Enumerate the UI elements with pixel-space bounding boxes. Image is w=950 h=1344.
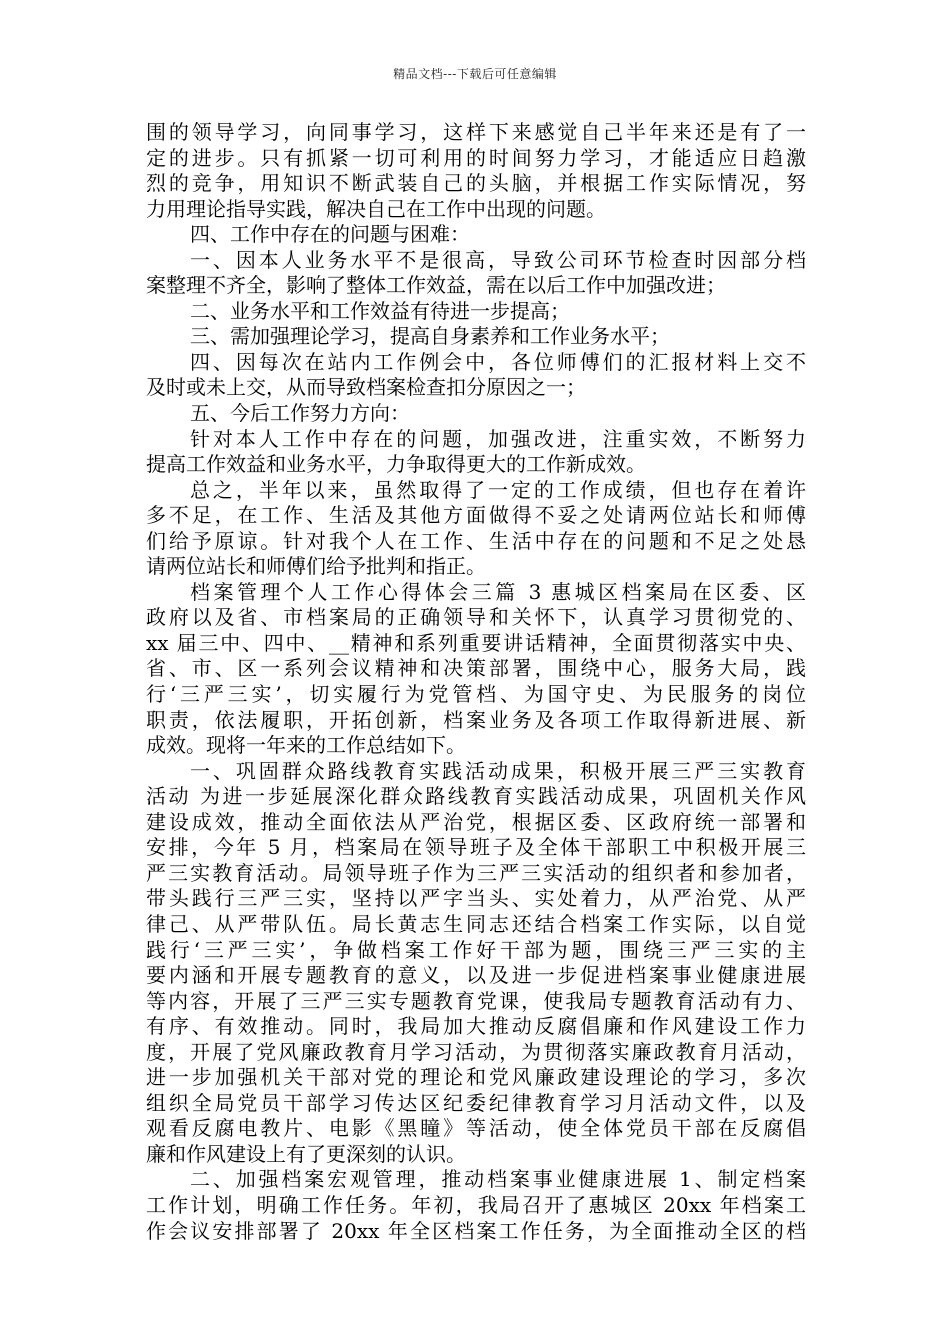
text-line: 要内涵和开展专题教育的意义，以及进一步促进档案事业健康进展 [146,963,806,988]
text-line: 观看反腐电教片、电影《黑瞳》等活动，使全体党员干部在反腐倡 [146,1116,806,1141]
paragraph [146,580,806,759]
text-line: 带头践行三严三实，坚持以严字当头、实处着力，从严治党、从严 [146,886,806,911]
text-line: 案整理不齐全，影响了整体工作效益，需在以后工作中加强改进； [146,273,726,298]
text-line: 严三实教育活动。局领导班子作为三严三实活动的组织者和参加者， [146,860,806,885]
text-line: 烈的竞争，用知识不断武装自己的头脑，并根据工作实际情况，努 [146,171,806,196]
text-line: 力用理论指导实践，解决自己在工作中出现的问题。 [146,196,606,221]
paragraph [146,299,806,325]
text-line: 践行‘三严三实’，争做档案工作好干部为题，围绕三严三实的主 [146,937,806,962]
text-line: 进一步加强机关干部对党的理论和党风廉政建设理论的学习，多次 [146,1065,806,1090]
text-line: 行‘三严三实’，切实履行为党管档、为国守史、为民服务的岗位 [146,682,806,707]
paragraph [146,401,806,427]
text-line: 定的进步。只有抓紧一切可利用的时间努力学习，才能适应日趋激 [146,145,806,170]
paragraph [146,427,806,478]
paragraph [146,324,806,350]
paragraph [146,759,806,1168]
text-line: 二、业务水平和工作效益有待进一步提高； [190,298,570,323]
text-line: 四、因每次在站内工作例会中，各位师傅们的汇报材料上交不 [190,349,806,374]
text-line: 有序、有效推动。同时，我局加大推动反腐倡廉和作风建设工作力 [146,1014,806,1039]
paragraph [146,350,806,401]
text-line: 五、今后工作努力方向： [190,401,410,426]
text-line: 廉和作风建设上有了更深刻的认识。 [146,1141,466,1166]
text-line: 针对本人工作中存在的问题，加强改进，注重实效，不断努力 [190,426,806,451]
text-line: 们给予原谅。针对我个人在工作、生活中存在的问题和不足之处恳 [146,528,806,553]
paragraph [146,248,806,299]
text-line: 建设成效，推动全面依法从严治党，根据区委、区政府统一部署和 [146,809,806,834]
text-line: 省、市、区一系列会议精神和决策部署，围绕中心，服务大局，践 [146,656,806,681]
paragraph [146,478,806,580]
text-line: 安排，今年 5 月，档案局在领导班子及全体干部职工中积极开展三 [146,835,806,860]
text-line: 活动 为进一步延展深化群众路线教育实践活动成果，巩固机关作风 [146,784,806,809]
text-line: 总之，半年以来，虽然取得了一定的工作成绩，但也存在着许 [190,477,806,502]
page-header: 精品文档---下载后可任意编辑 [393,67,557,81]
text-line: 二、加强档案宏观管理，推动档案事业健康进展 1、制定档案 [190,1167,806,1192]
text-line: 工作计划，明确工作任务。年初，我局召开了惠城区 20xx 年档案工 [146,1192,806,1217]
text-line: 四、工作中存在的问题与困难： [190,222,470,247]
document-body [146,120,806,1244]
text-line: 及时或未上交，从而导致档案检查扣分原因之一； [146,375,586,400]
text-line: 一、巩固群众路线教育实践活动成果，积极开展三严三实教育 [190,758,806,783]
text-line: 政府以及省、市档案局的正确领导和关怀下，认真学习贯彻党的、 [146,605,806,630]
text-line: 作会议安排部署了 20xx 年全区档案工作任务，为全面推动全区的档 [146,1218,806,1243]
paragraph [146,222,806,248]
text-line: 职责，依法履职，开拓创新，档案业务及各项工作取得新进展、新 [146,707,806,732]
text-line: 成效。现将一年来的工作总结如下。 [146,733,466,758]
text-line: 三、需加强理论学习，提高自身素养和工作业务水平； [190,324,670,349]
text-line: 围的领导学习，向同事学习，这样下来感觉自己半年来还是有了一 [146,120,806,144]
text-line: 度，开展了党风廉政教育月学习活动，为贯彻落实廉政教育月活动， [146,1039,806,1064]
text-line: 提高工作效益和业务水平，力争取得更大的工作新成效。 [146,452,646,477]
text-line: 组织全局党员干部学习传达区纪委纪律教育学习月活动文件，以及 [146,1090,806,1115]
text-line: 多不足，在工作、生活及其他方面做得不妥之处请两位站长和师傅 [146,503,806,528]
text-line: 请两位站长和师傅们给予批判和指正。 [146,554,486,579]
paragraph [146,120,806,222]
text-line: 律己、从严带队伍。局长黄志生同志还结合档案工作实际，以自觉 [146,911,806,936]
text-line: xx 届三中、四中、__精神和系列重要讲话精神，全面贯彻落实中央、 [146,630,806,655]
text-line: 等内容，开展了三严三实专题教育党课，使我局专题教育活动有力、 [146,988,806,1013]
paragraph [146,1167,806,1244]
text-line: 档案管理个人工作心得体会三篇 3 惠城区档案局在区委、区 [190,579,806,604]
text-line: 一、因本人业务水平不是很高，导致公司环节检查时因部分档 [190,247,806,272]
